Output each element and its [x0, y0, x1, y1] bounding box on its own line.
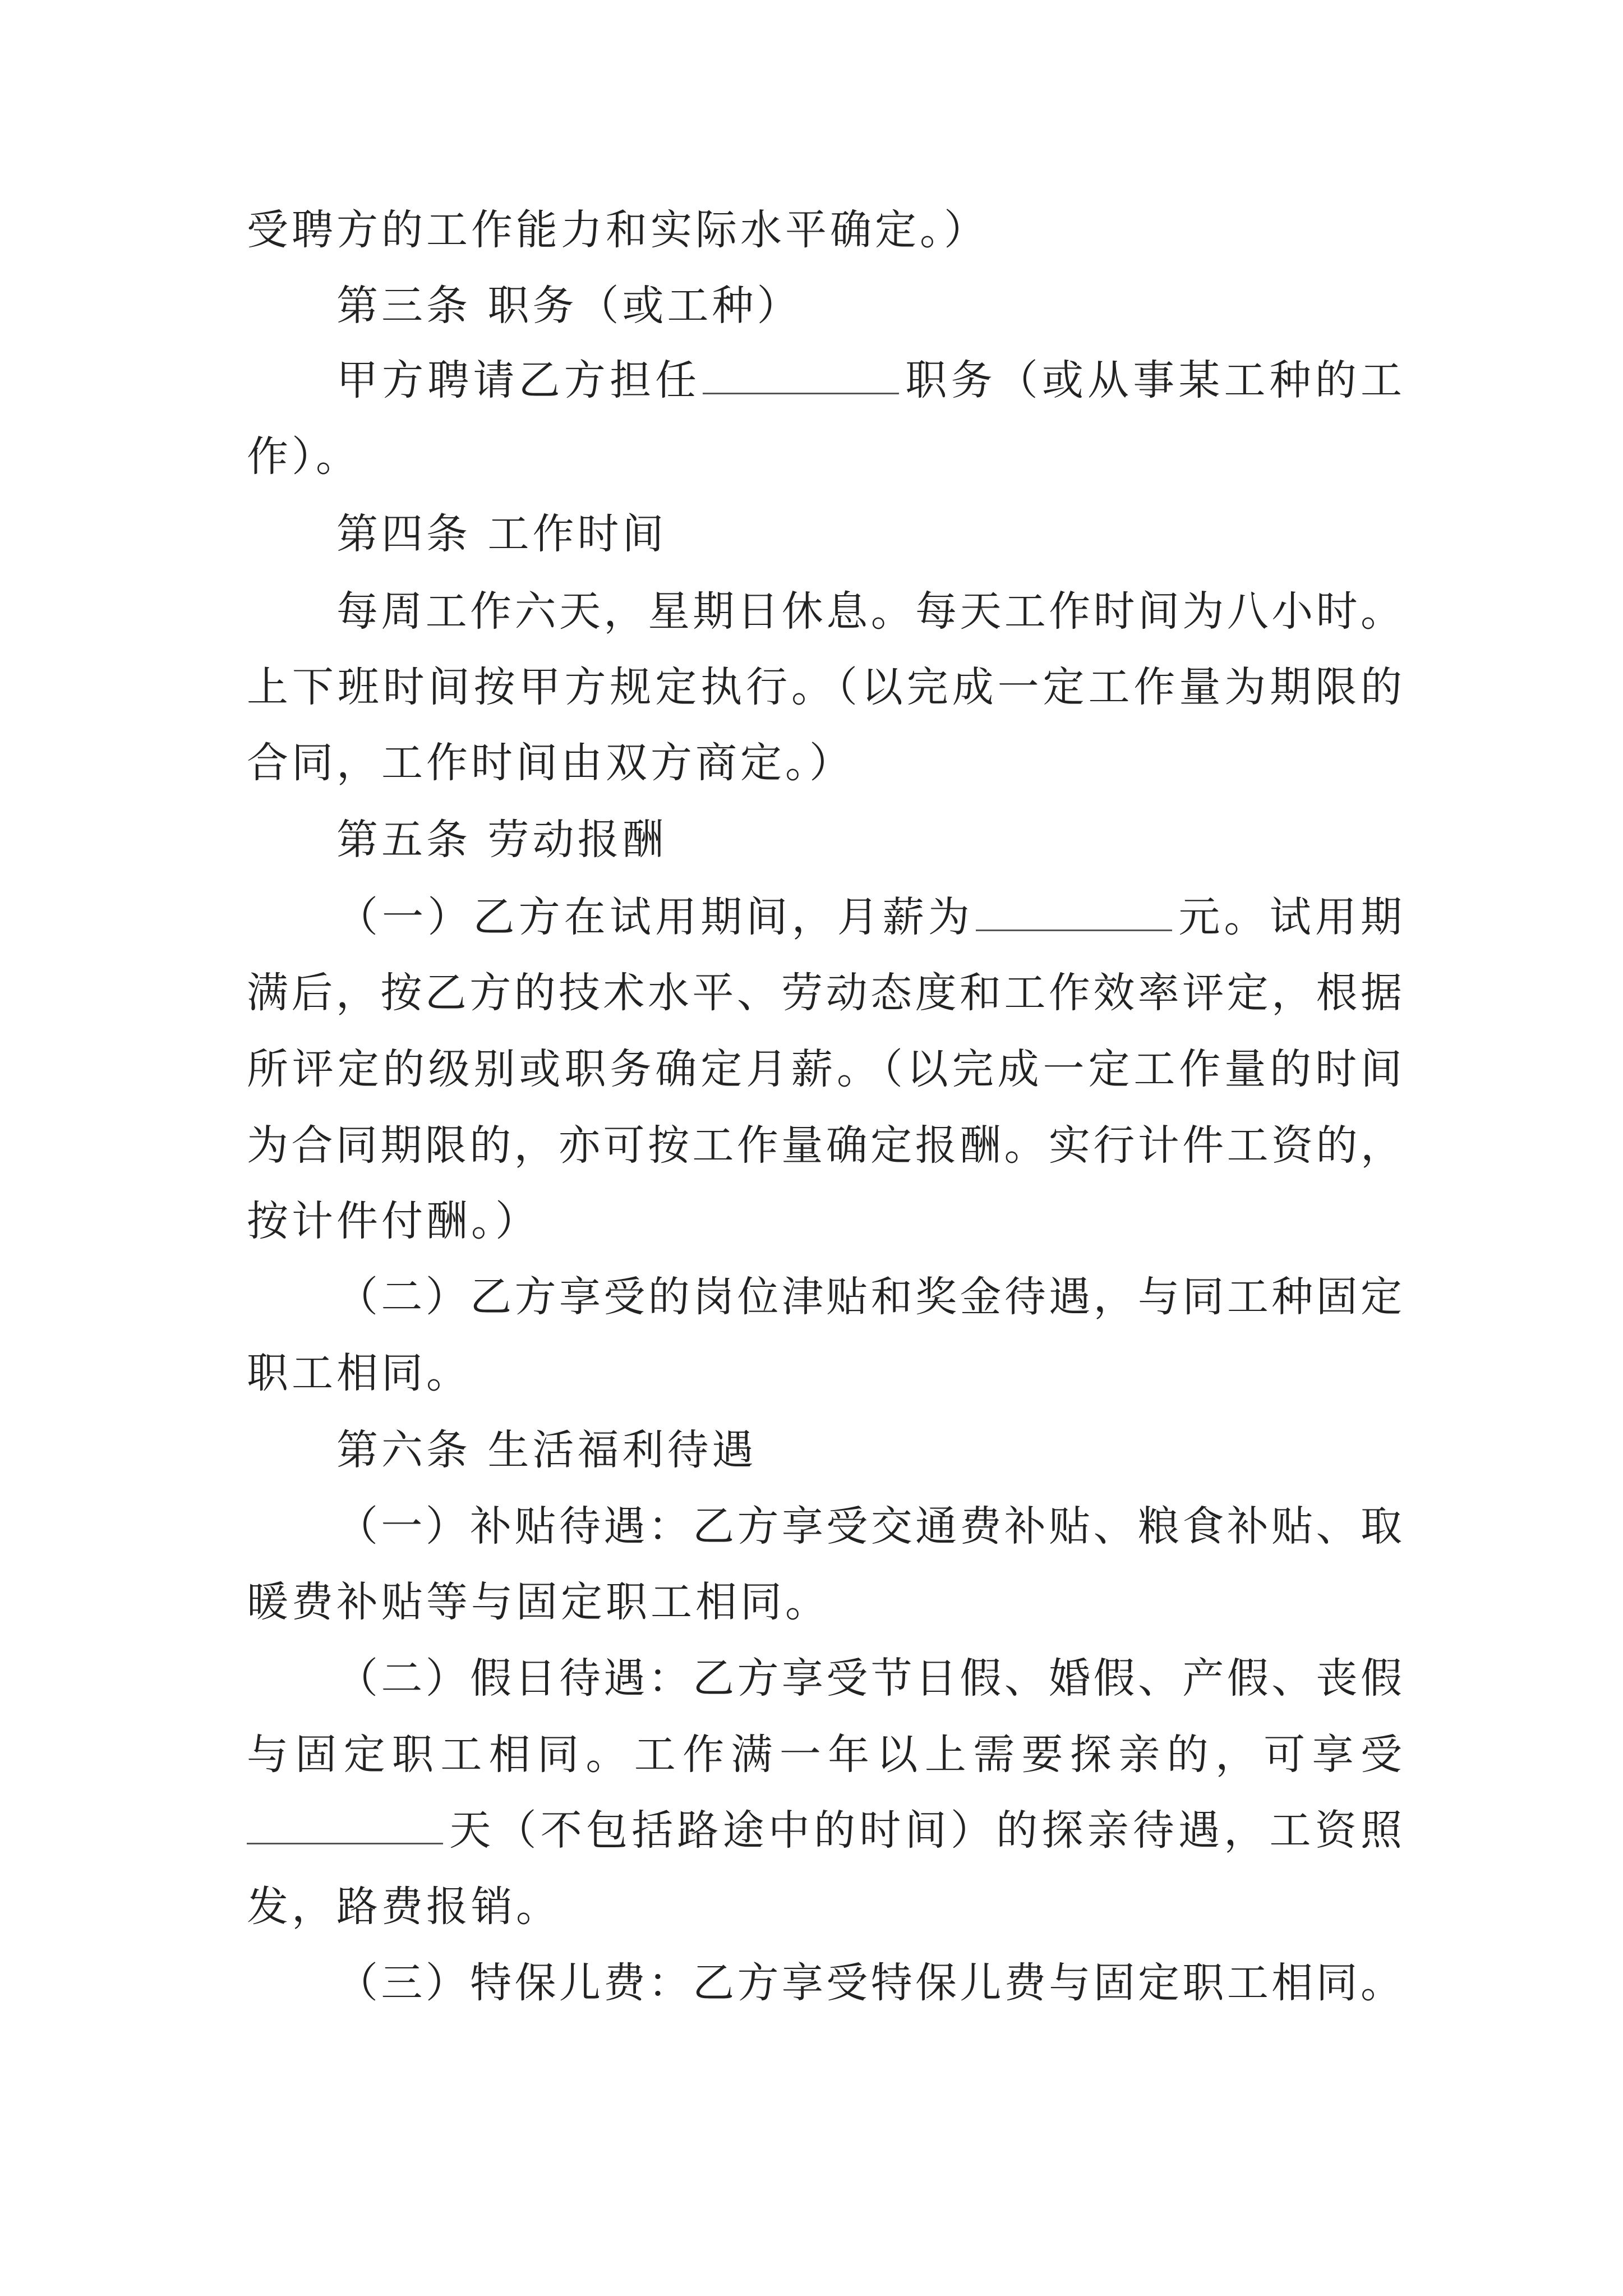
- paragraph-text: （二）假日待遇：乙方享受节日假、婚假、产假、丧假: [336, 1654, 1402, 1703]
- article-4-heading: 第四条 工作时间: [336, 510, 667, 558]
- article-heading: [247, 1422, 1402, 1478]
- paragraph-text: （一）补贴待遇：乙方享受交通费补贴、粮食补贴、取: [336, 1502, 1402, 1550]
- text-line: [247, 1498, 1402, 1554]
- text-line: [247, 352, 1402, 408]
- paragraph-text: 按计件付酬。）: [247, 1197, 540, 1245]
- article-6-heading: 第六条 生活福利待遇: [336, 1426, 757, 1474]
- paragraph-text: 职工相同。: [247, 1349, 471, 1397]
- text-line: [247, 1574, 1402, 1630]
- paragraph-text: 元。试用期: [1174, 893, 1403, 941]
- text-line: [247, 1117, 1402, 1174]
- text-line: [247, 1041, 1402, 1097]
- text-line: [247, 1955, 1402, 2011]
- text-line: [247, 965, 1402, 1021]
- paragraph-text: 发，路费报销。: [247, 1883, 561, 1931]
- text-line: [247, 429, 1402, 485]
- article-heading: [247, 506, 1402, 562]
- text-line: [247, 659, 1402, 715]
- text-line: [247, 1802, 1402, 1858]
- paragraph-text: 合同，工作时间由双方商定。）: [247, 739, 854, 787]
- text-line: [247, 735, 1402, 791]
- paragraph-text: 甲方聘请乙方担任: [336, 356, 701, 404]
- paragraph-text: 作）。: [247, 432, 361, 481]
- text-line: [247, 1345, 1402, 1401]
- article-5-heading: 第五条 劳动报酬: [336, 816, 667, 864]
- text-line: [247, 1879, 1402, 1935]
- paragraph-text: 与固定职工相同。工作满一年以上需要探亲的，可享受: [247, 1731, 1402, 1779]
- paragraph-text: 暖费补贴等与固定职工相同。: [247, 1578, 830, 1626]
- leave-days-blank-field[interactable]: [247, 1802, 443, 1844]
- text-line: [247, 1650, 1402, 1706]
- position-blank-field[interactable]: [703, 352, 899, 394]
- paragraph-text: （三）特保儿费：乙方享受特保儿费与固定职工相同。: [336, 1959, 1402, 2007]
- salary-blank-field[interactable]: [976, 889, 1172, 931]
- paragraph-text: 受聘方的工作能力和实际水平确定。）: [247, 206, 989, 254]
- text-line: [247, 1193, 1402, 1249]
- paragraph-text: 每周工作六天，星期日休息。每天工作时间为八小时。: [336, 587, 1402, 636]
- text-line: [247, 583, 1402, 639]
- paragraph-text: 满后，按乙方的技术水平、劳动态度和工作效率评定，根据: [247, 969, 1402, 1017]
- text-line: [247, 1269, 1402, 1325]
- article-heading: [247, 278, 1402, 334]
- paragraph-text: 为合同期限的，亦可按工作量确定报酬。实行计件工资的，: [247, 1121, 1402, 1170]
- paragraph-text: 职务（或从事某工种的工: [901, 356, 1403, 404]
- article-heading: [247, 812, 1402, 868]
- text-line: [247, 202, 1402, 258]
- paragraph-text: （二）乙方享受的岗位津贴和奖金待遇，与同工种固定: [336, 1273, 1402, 1321]
- article-3-heading: 第三条 职务（或工种）: [336, 282, 802, 330]
- text-line: [247, 889, 1402, 945]
- paragraph-text: （一）乙方在试用期间，月薪为: [336, 893, 974, 941]
- paragraph-text: 天（不包括路途中的时间）的探亲待遇，工资照: [445, 1806, 1402, 1855]
- paragraph-text: 所评定的级别或职务确定月薪。（以完成一定工作量的时间: [247, 1045, 1402, 1093]
- paragraph-text: 上下班时间按甲方规定执行。（以完成一定工作量为期限的: [247, 663, 1402, 711]
- text-line: [247, 1727, 1402, 1783]
